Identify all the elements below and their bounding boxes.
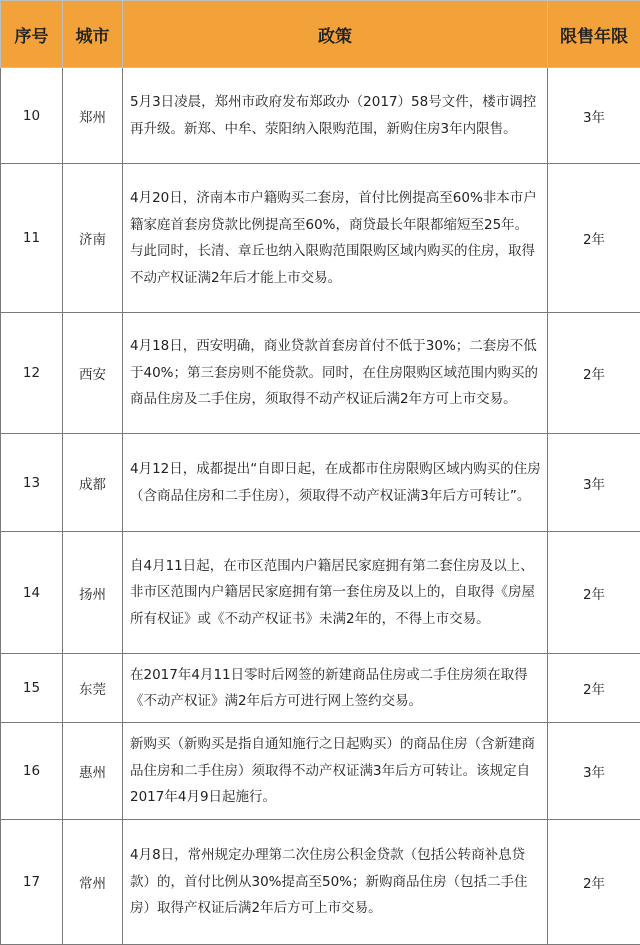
table-row <box>1 164 640 313</box>
cell-policy: 5月3日凌晨，郑州市政府发布郑政办（2017）58号文件，楼市调控再升级。新郑、中牟、荥阳纳入限购范围，新购住房3年内限售。 <box>123 68 548 164</box>
header-city: 城市 <box>63 1 123 68</box>
cell-city: 扬州 <box>63 532 123 654</box>
table-header-row <box>1 1 640 68</box>
cell-policy: 自4月11日起，在市区范围内户籍居民家庭拥有第二套住房及以上、非市区范围内户籍居民家庭拥有第一套住房及以上的，自取得《房屋所有权证》或《不动产权证书》未满2年的，不得上市交易。 <box>123 532 548 654</box>
cell-no: 14 <box>1 532 63 654</box>
cell-no: 15 <box>1 654 63 723</box>
cell-period: 3年 <box>548 723 640 820</box>
table-row <box>1 654 640 723</box>
cell-no: 16 <box>1 723 63 820</box>
header-policy: 政策 <box>123 1 548 68</box>
cell-policy: 4月8日，常州规定办理第二次住房公积金贷款（包括公转商补息贷款）的，首付比例从30%提高至50%；新购商品住房（包括二手住房）取得产权证后满2年后方可上市交易。 <box>123 820 548 945</box>
cell-no: 17 <box>1 820 63 945</box>
table-row <box>1 820 640 945</box>
cell-period: 2年 <box>548 820 640 945</box>
cell-period: 2年 <box>548 532 640 654</box>
cell-city: 惠州 <box>63 723 123 820</box>
header-period: 限售年限 <box>548 1 640 68</box>
cell-city: 西安 <box>63 313 123 434</box>
cell-no: 13 <box>1 434 63 532</box>
cell-city: 常州 <box>63 820 123 945</box>
cell-policy: 4月20日，济南本市户籍购买二套房，首付比例提高至60%非本市户籍家庭首套房贷款比例提高至60%，商贷最长年限都缩短至25年。与此同时，长清、章丘也纳入限购范围限购区域内购买的住房，取得不动产权证满2年后才能上市交易。 <box>123 164 548 313</box>
cell-policy: 在2017年4月11日零时后网签的新建商品住房或二手住房须在取得《不动产权证》满2年后方可进行网上签约交易。 <box>123 654 548 723</box>
header-no: 序号 <box>1 1 63 68</box>
cell-no: 12 <box>1 313 63 434</box>
cell-no: 10 <box>1 68 63 164</box>
cell-policy: 4月18日，西安明确，商业贷款首套房首付不低于30%；二套房不低于40%；第三套房则不能贷款。同时，在住房限购区域范围内购买的商品住房及二手住房，须取得不动产权证后满2年方可上市交易。 <box>123 313 548 434</box>
cell-period: 3年 <box>548 434 640 532</box>
cell-period: 2年 <box>548 313 640 434</box>
table-row <box>1 532 640 654</box>
table-row <box>1 68 640 164</box>
table-row <box>1 313 640 434</box>
cell-policy: 4月12日，成都提出“自即日起，在成都市住房限购区域内购买的住房（含商品住房和二手住房），须取得不动产权证满3年后方可转让”。 <box>123 434 548 532</box>
table-row <box>1 434 640 532</box>
cell-period: 3年 <box>548 68 640 164</box>
cell-city: 济南 <box>63 164 123 313</box>
cell-policy: 新购买（新购买是指自通知施行之日起购买）的商品住房（含新建商品住房和二手住房）须取得不动产权证满3年后方可转让。该规定自2017年4月9日起施行。 <box>123 723 548 820</box>
cell-city: 东莞 <box>63 654 123 723</box>
cell-period: 2年 <box>548 654 640 723</box>
cell-city: 郑州 <box>63 68 123 164</box>
cell-period: 2年 <box>548 164 640 313</box>
table-row <box>1 723 640 820</box>
cell-no: 11 <box>1 164 63 313</box>
cell-city: 成都 <box>63 434 123 532</box>
